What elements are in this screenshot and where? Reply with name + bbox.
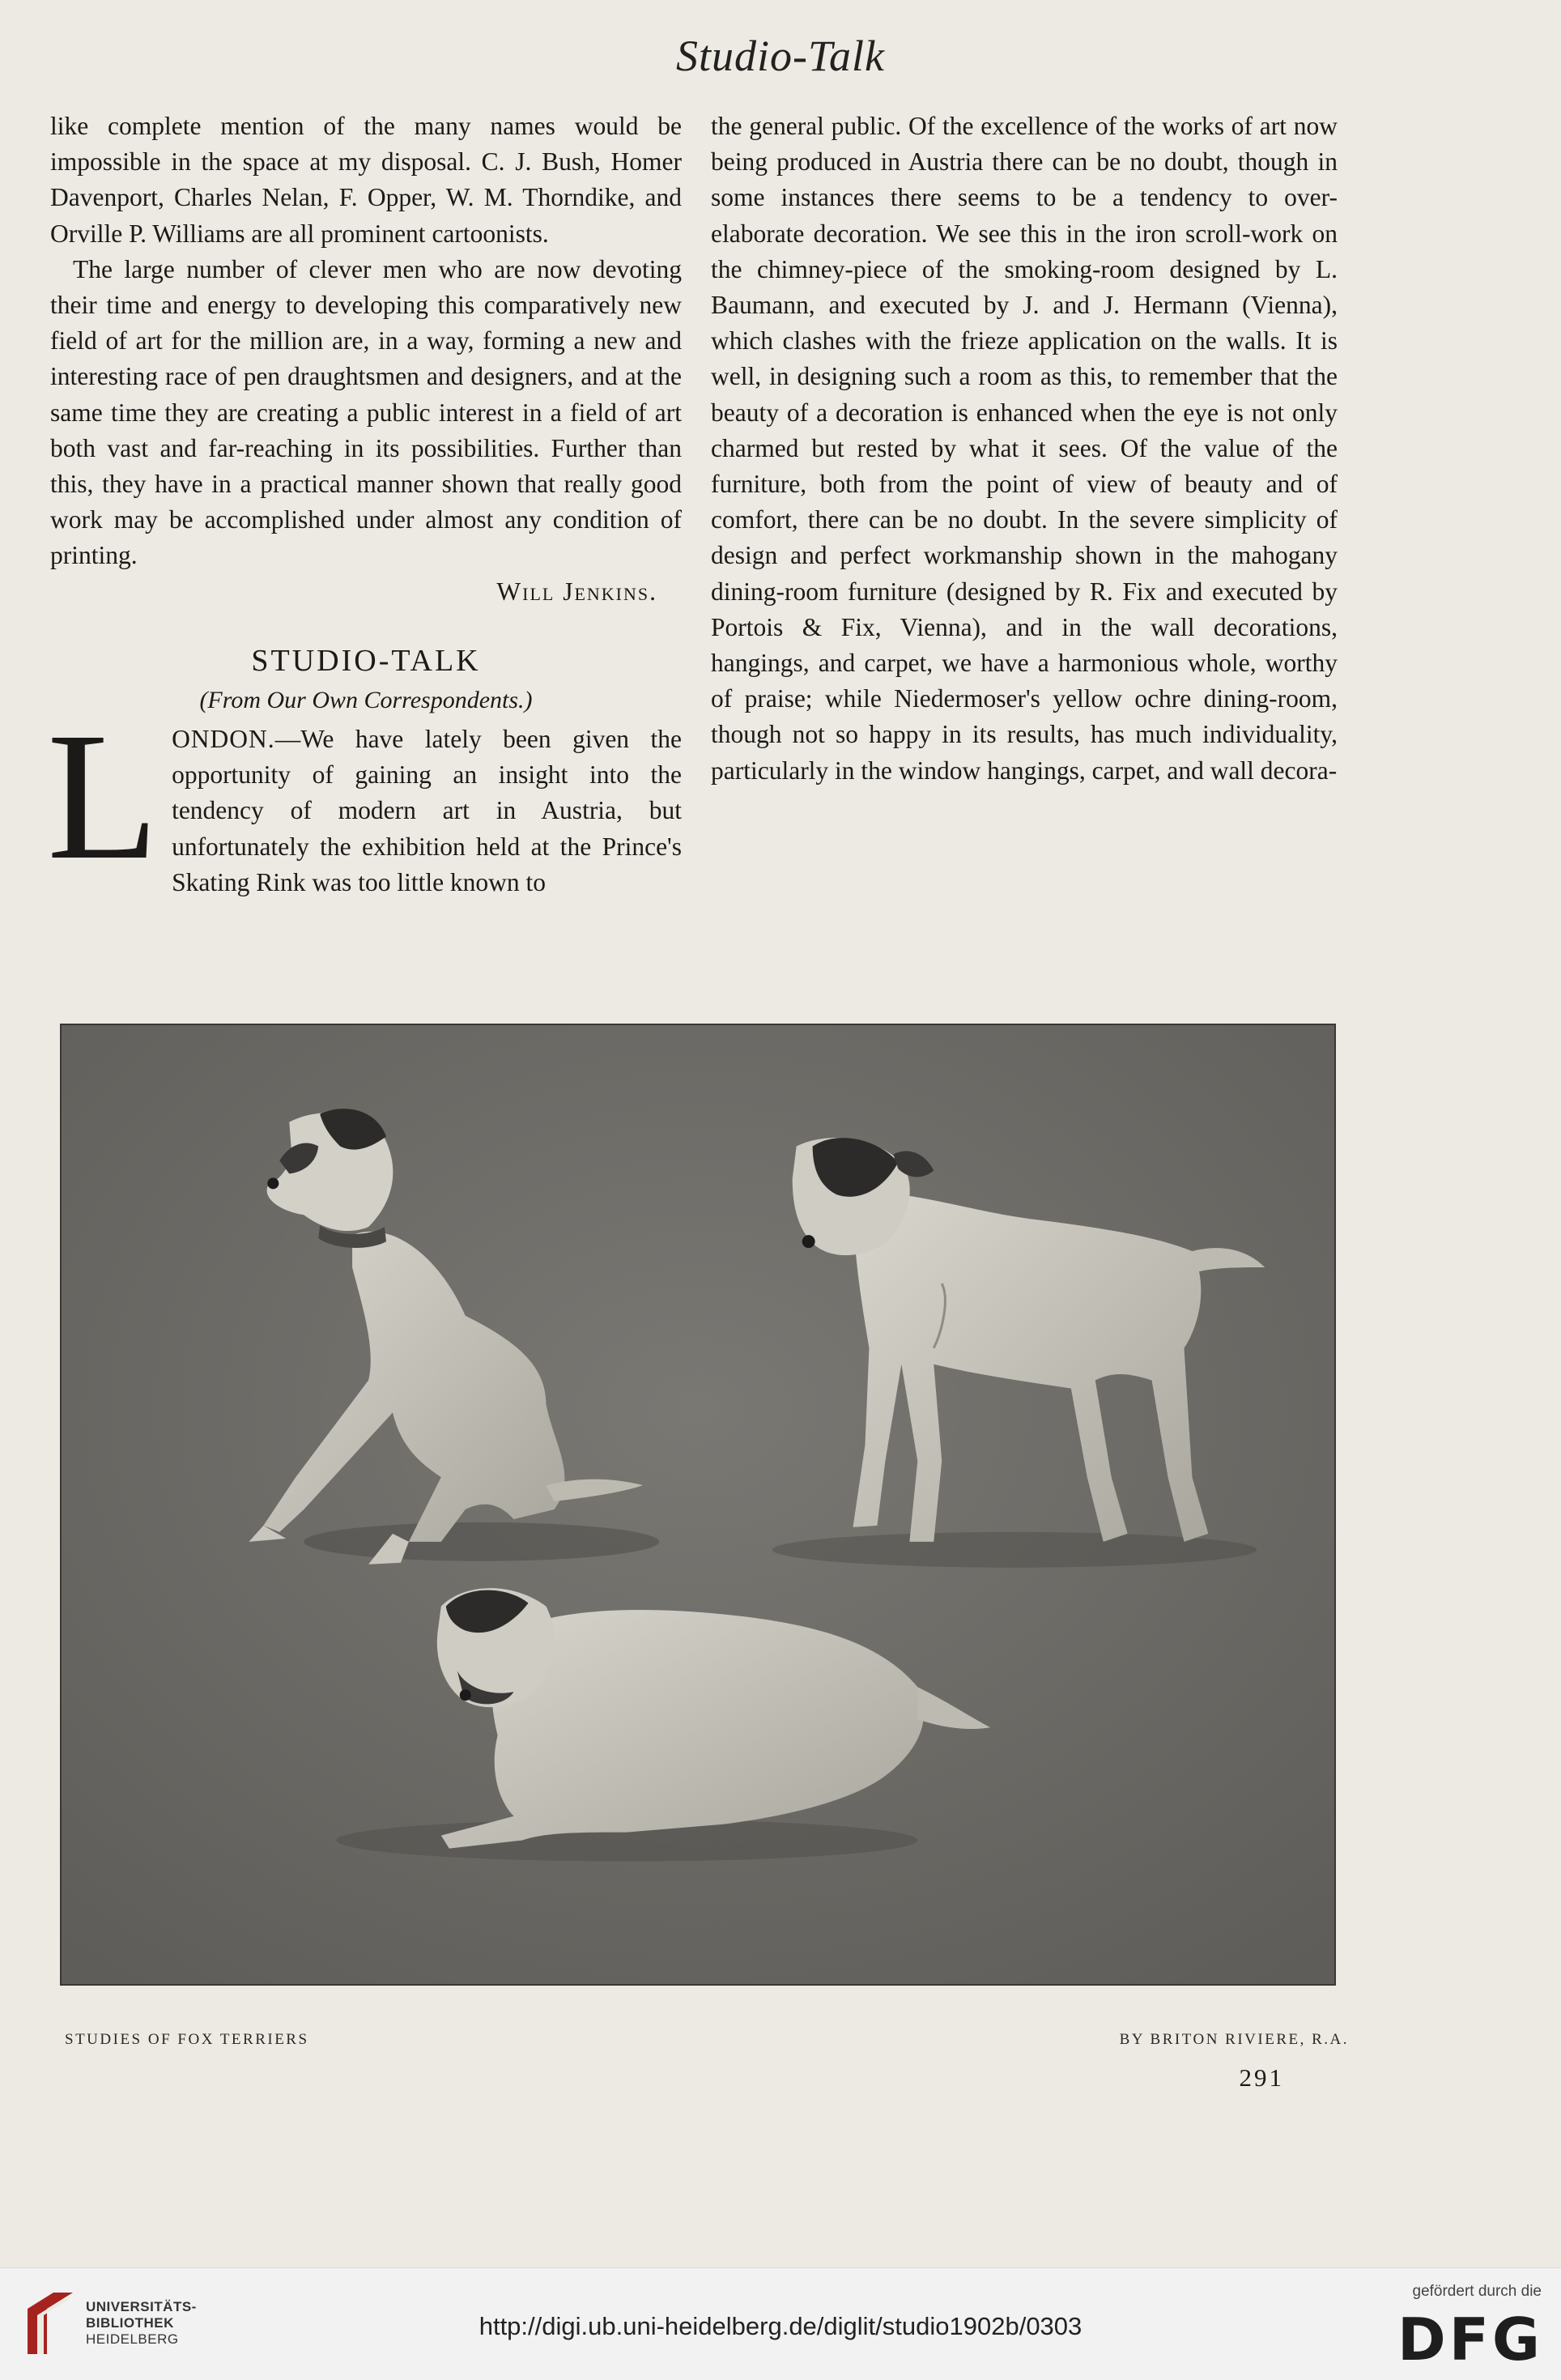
running-title: Studio-Talk [675, 32, 886, 80]
paragraph-3-text: —We have lately been given the opportunity of gaining an insight into the tendency of modern art in Austria, but unfortunately the exhibition held at the Prince's Skating Rink was too little known to [172, 725, 682, 896]
library-name-line-2: BIBLIOTHEK [86, 2315, 174, 2331]
dfg-logo: DFG [1397, 2305, 1543, 2374]
viewer-footer [0, 2267, 1561, 2380]
drop-cap: L [47, 695, 160, 898]
left-paragraph-1: like complete mention of the many names would be impossible in the space at my disposal. C. J. Bush, Homer Davenport, Charles Nelan, F. Opper, W. M. Thorndike, and Orville P. Williams are all prominent cartoonists. [50, 112, 682, 248]
left-paragraph-2: The large number of clever men who are now devoting their time and energy to developing this comparatively new field of art for the million are, in a way, forming a new and interesting race of pen draughtsmen and designers, and at the same time they are creating a public interest in a field of art both vast and far-reaching in its possibilities. Further than this, they have in a practical manner shown that really good work may be accomplished under almost any condition of printing. [50, 254, 682, 570]
fox-terriers-plate [60, 1024, 1336, 1986]
section-title: STUDIO-TALK [251, 643, 481, 678]
page-number: 291 [1239, 2063, 1284, 2092]
left-column [47, 109, 682, 900]
plate-caption-title: STUDIES OF FOX TERRIERS [65, 2031, 309, 2048]
permalink-url[interactable]: http://digi.ub.uni-heidelberg.de/diglit/studio1902b/0303 [479, 2312, 1082, 2340]
plate-caption-artist: BY BRITON RIVIERE, R.A. [1119, 2031, 1349, 2048]
funded-by-label: gefördert durch die [1412, 2283, 1542, 2300]
library-name-line-1: UNIVERSITÄTS- [86, 2299, 197, 2314]
library-name-line-3: HEIDELBERG [86, 2331, 179, 2347]
right-column [711, 109, 1338, 789]
author-signature: Will Jenkins. [496, 577, 657, 606]
right-paragraph-1: the general public. Of the excellence of the works of art now being produced in Austria there can be no doubt, though in some instances there seems to be a tendency to over-elaborate decoration. We see this in the iron scroll-work on the chimney-piece of the smoking-room designed by L. Baumann, and executed by J. and J. Hermann (Vienna), which clashes with the frieze application on the walls. It is well, in designing such a room as this, to remember that the beauty of a decoration is enhanced when the eye is not only charmed but rested by what it sees. Of the value of the furniture, both from the point of view of beauty and of comfort, there can be no doubt. In the severe simplicity of design and perfect workmanship shown in the mahogany dining-room furniture (designed by R. Fix and executed by Portois & Fix, Vienna), and in the wall decorations, hangings, and carpet, we have a harmonious whole, worthy of praise; while Niedermoser's yellow ochre dining-room, though not so happy in its results, has much individuality, particularly in the window hangings, carpet, and wall decora- [711, 112, 1338, 785]
section-subtitle: (From Our Own Correspondents.) [199, 686, 533, 713]
fox-terriers-illustration [62, 1025, 1334, 1984]
lead-word: ONDON. [172, 725, 275, 754]
